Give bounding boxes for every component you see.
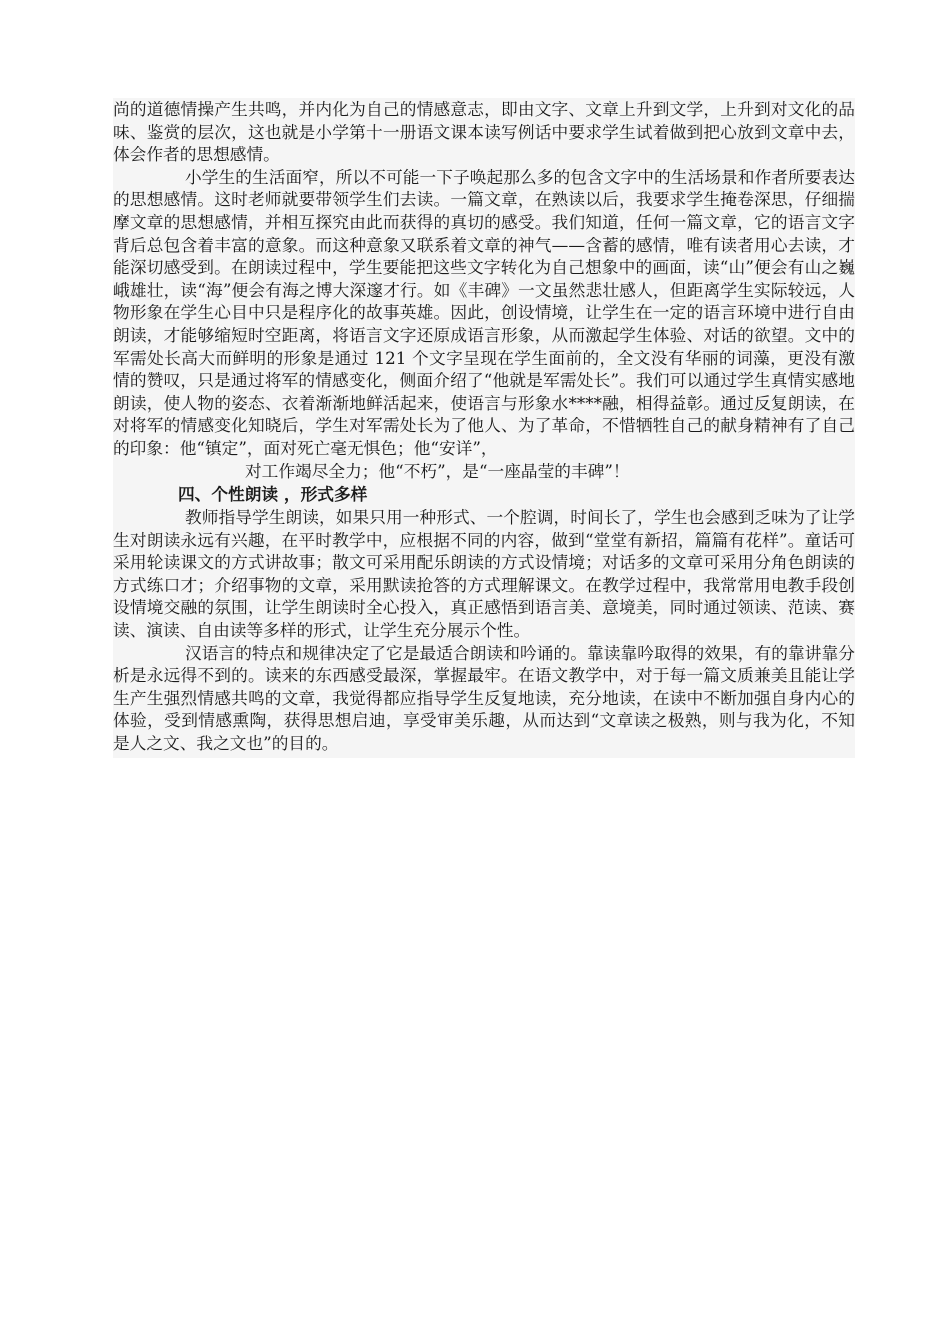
paragraph-conclusion: 汉语言的特点和规律决定了它是最适合朗读和吟诵的。靠读靠吟取得的效果，有的靠讲靠分析是永远得不到的。读来的东西感受最深，掌握最牢。在语文教学中，对于每一篇文质兼美且能让学生产生强烈情感共鸣的文章，我觉得都应指导学生反复地读，充分地读，在读中不断加强自身内心的体验，受到情感熏陶，获得思想启迪，享受审美乐趣，从而达到“文章读之极熟，则与我为化，不知是人之文、我之文也”的目的。: [113, 642, 855, 754]
paragraph-reading-imagery-tail: 对工作竭尽全力；他“不朽”，是“一座晶莹的丰碑”！: [245, 460, 630, 481]
paragraph-continuation: 尚的道德情操产生共鸣，并内化为自己的情感意志，即由文字、文章上升到文学，上升到对文化的品味、鉴赏的层次，这也就是小学第十一册语文课本读写例话中要求学生试着做到把心放到文章中去，体会作者的思想感情。: [113, 99, 855, 165]
section-heading: 四、个性朗读 ，形式多样: [178, 484, 368, 505]
paragraph-reading-imagery: 小学生的生活面窄，所以不可能一下子唤起那么多的包含文字中的生活场景和作者所要表达的思想感情。这时老师就要带领学生们去读。一篇文章，在熟读以后，我要求学生掩卷深思，仔细揣摩文章的思想感情，并相互探究由此而获得的真切的感受。我们知道，任何一篇文章，它的语言文字背后总包含着丰富的意象。而这种意象又联系着文章的神气——含蓄的感情，唯有读者用心去读，才能深切感受到。在朗读过程中，学生要能把这些文字转化为自己想象中的画面，读“山”便会有山之巍峨雄壮，读“海”便会有海之博大深邃才行。如《丰碑》一文虽然悲壮感人，但距离学生实际较远，人物形象在学生心目中只是程序化的故事英雄。因此，创设情境，让学生在一定的语言环境中进行自由朗读，才能够缩短时空距离，将语言文字还原成语言形象，从而激起学生体验、对话的欲望。文中的军需处长高大而鲜明的形象是通过 121 个文字呈现在学生面前的，全文没有华丽的词藻，更没有激情的赞叹，只是通过将军的情感变化，侧面介绍了“他就是军需处长”。我们可以通过学生真情实感地朗读，使人物的姿态、衣着渐渐地鲜活起来，使语言与形象水****融，相得益彰。通过反复朗读，在对将军的情感变化知晓后，学生对军需处长为了他人、为了革命，不惜牺牲自己的献身精神有了自己的印象：他“镇定”，面对死亡毫无惧色；他“安详”，: [113, 166, 855, 458]
paragraph-reading-forms: 教师指导学生朗读，如果只用一种形式、一个腔调，时间长了，学生也会感到乏味为了让学生对朗读永远有兴趣，在平时教学中，应根据不同的内容，做到“堂堂有新招，篇篇有花样”。童话可采用轮读课文的方式讲故事；散文可采用配乐朗读的方式设情境；对话多的文章可采用分角色朗读的方式练口才；介绍事物的文章，采用默读抢答的方式理解课文。在教学过程中，我常常用电教手段创设情境交融的氛围，让学生朗读时全心投入，真正感悟到语言美、意境美，同时通过领读、范读、赛读、演读、自由读等多样的形式，让学生充分展示个性。: [113, 507, 855, 641]
document-body: [113, 98, 855, 758]
